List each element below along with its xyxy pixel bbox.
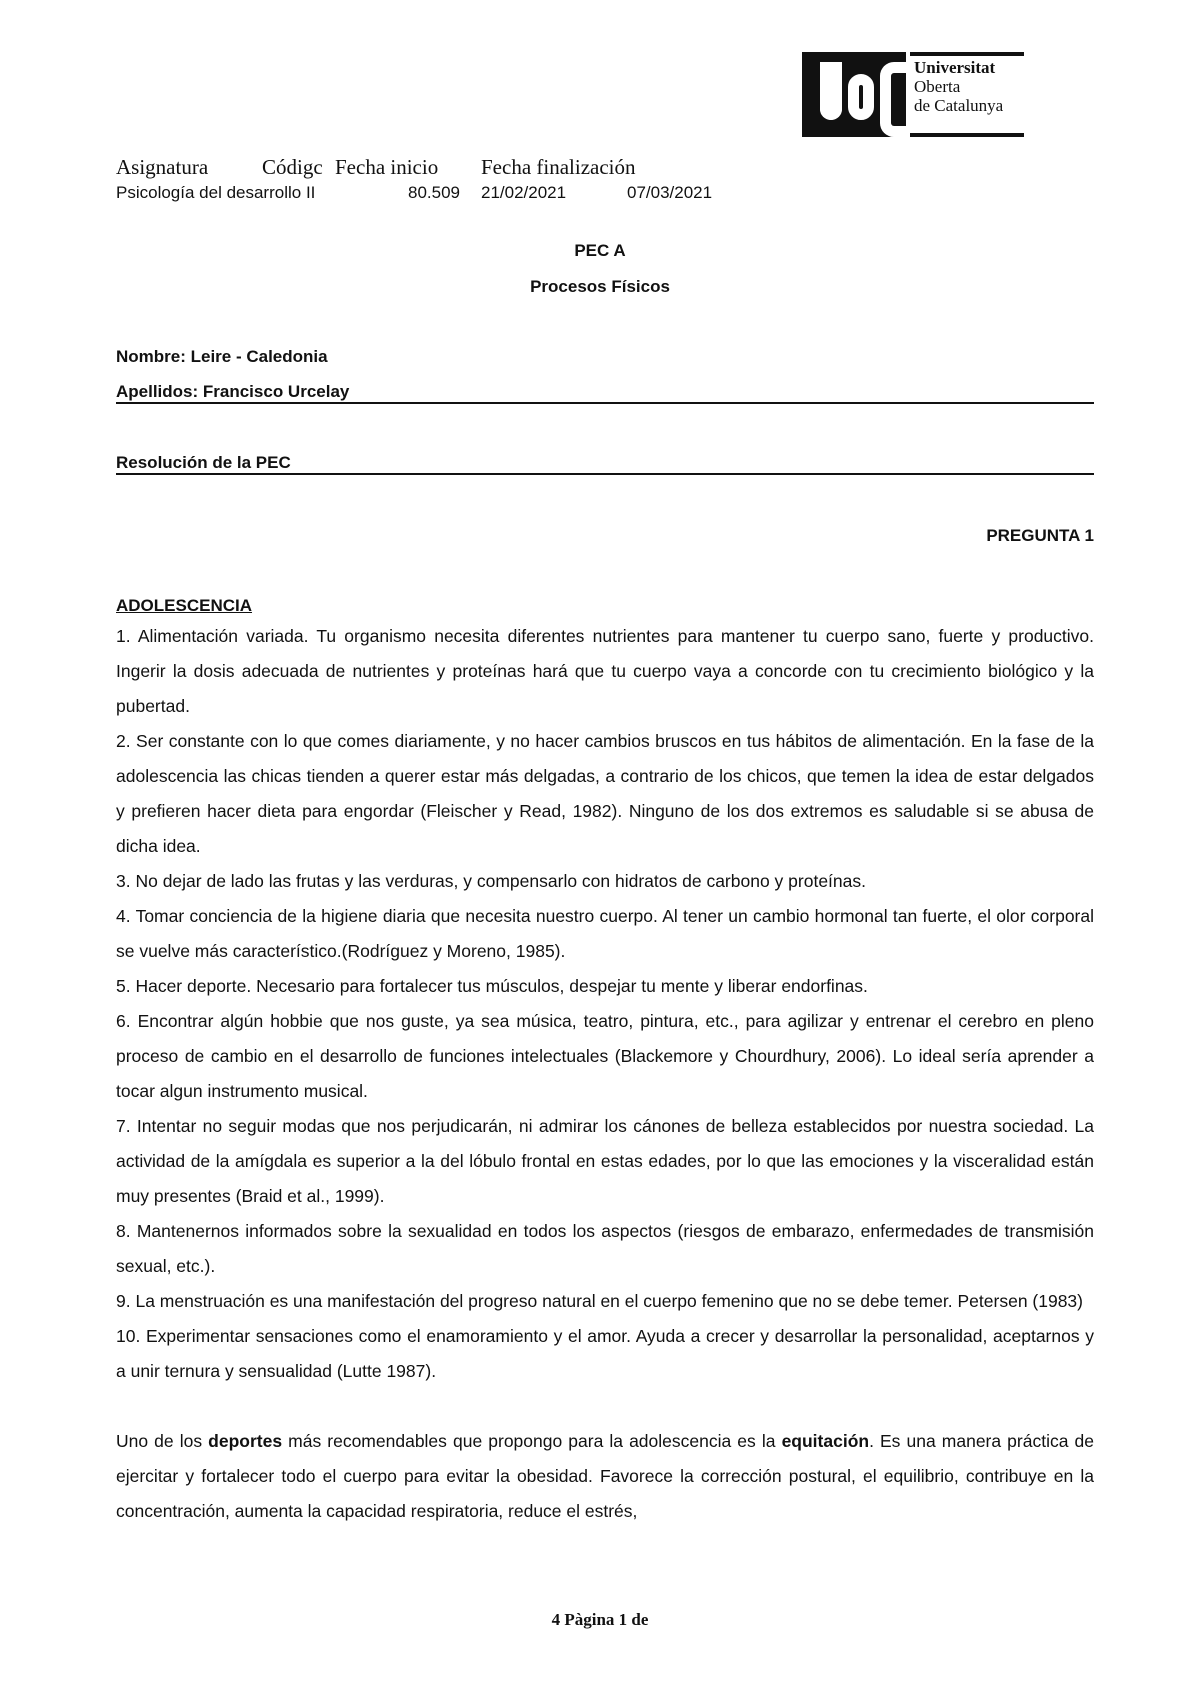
highlight-sports: deportes <box>208 1431 283 1451</box>
list-item: 7. Intentar no seguir modas que nos perjudicarán, ni admirar los cánones de belleza establecidos por nuestra sociedad. La actividad de la amígdala es superior a la del lóbulo frontal en estas edades, por lo que las emociones y la visceralidad están muy presentes (Braid et al., 1999). <box>116 1116 1094 1206</box>
answer-body <box>116 619 1094 1529</box>
student-name: Nombre: Leire - Caledonia <box>116 347 328 366</box>
header-value-subject: Psicología del desarrollo II <box>116 183 316 202</box>
surname-rule <box>116 402 1094 404</box>
uoc-logo-text: Universitat Oberta de Catalunya <box>914 58 1004 115</box>
list-item: 10. Experimentar sensaciones como el enamoramiento y el amor. Ayuda a crecer y desarrollar la personalidad, aceptarnos y a unir ternura y sensualidad (Lutte 1987). <box>116 1326 1094 1381</box>
list-item: 8. Mantenernos informados sobre la sexualidad en todos los aspectos (riesgos de embarazo, enfermedades de transmisión sexual, etc.). <box>116 1221 1094 1276</box>
header-label-subject: Asignatura <box>116 155 209 179</box>
header-value-code: 80.509 <box>408 183 460 202</box>
document-subtitle: Procesos Físicos <box>530 277 670 296</box>
header-label-end-date: Fecha finalización <box>481 155 636 179</box>
document-title: PEC A <box>574 241 626 260</box>
highlight-equitation: equitación <box>781 1431 870 1451</box>
list-item: 6. Encontrar algún hobbie que nos guste, ya sea música, teatro, pintura, etc., para agilizar y entrenar el cerebro en pleno proceso de cambio en el desarrollo de funciones intelectuales (Blackemore y Chourdhury, 2006). Lo ideal sería aprender a tocar algun instrumento musical. <box>116 1011 1094 1101</box>
question-label: PREGUNTA 1 <box>986 526 1094 545</box>
list-item: 3. No dejar de lado las frutas y las verduras, y compensarlo con hidratos de carbono y proteínas. <box>116 871 866 891</box>
header-label-code: Códigc <box>262 155 323 179</box>
topic-heading: ADOLESCENCIA <box>116 596 253 615</box>
list-item: 1. Alimentación variada. Tu organismo necesita diferentes nutrientes para mantener tu cuerpo sano, fuerte y productivo. Ingerir la dosis adecuada de nutrientes y proteínas hará que tu cuerpo vaya a concorde con tu crecimiento biológico y la pubertad. <box>116 626 1094 716</box>
list-item: 2. Ser constante con lo que comes diariamente, y no hacer cambios bruscos en tus hábitos de alimentación. En la fase de la adolescencia las chicas tienden a querer estar más delgadas, a contrario de los chicos, que temen la idea de estar delgados y prefieren hacer dieta para engordar (Fleischer y Read, 1982). Ninguno de los dos extremos es saludable si se abusa de dicha idea. <box>116 731 1094 856</box>
list-item: 4. Tomar conciencia de la higiene diaria que necesita nuestro cuerpo. Al tener un cambio hormonal tan fuerte, el olor corporal se vuelve más característico.(Rodríguez y Moreno, 1985). <box>116 906 1094 961</box>
section-heading: Resolución de la PEC <box>116 453 291 472</box>
list-item: 5. Hacer deporte. Necesario para fortalecer tus músculos, despejar tu mente y liberar endorfinas. <box>116 976 868 996</box>
section-rule <box>116 473 1094 475</box>
header-value-end-date: 07/03/2021 <box>627 183 713 202</box>
uoc-logo-mark <box>802 52 906 137</box>
list-item: 9. La menstruación es una manifestación del progreso natural en el cuerpo femenino que no se debe temer. Petersen (1983) <box>116 1291 1083 1311</box>
page-footer: 4 Pàgina 1 de <box>551 1610 649 1629</box>
header-value-start-date: 21/02/2021 <box>481 183 567 202</box>
closing-paragraph: Uno de los deportes más recomendables que propongo para la adolescencia es la equitación. Es una manera práctica de ejercitar y fortalecer todo el cuerpo para evitar la obesidad. Favorece la corrección postural, el equilibrio, contribuye en la concentración, aumenta la capacidad respiratoria, reduce el estrés, <box>116 1431 1094 1521</box>
uoc-logo <box>802 52 1024 137</box>
student-surname: Apellidos: Francisco Urcelay <box>116 382 350 401</box>
header-label-start-date: Fecha inicio <box>335 155 439 179</box>
